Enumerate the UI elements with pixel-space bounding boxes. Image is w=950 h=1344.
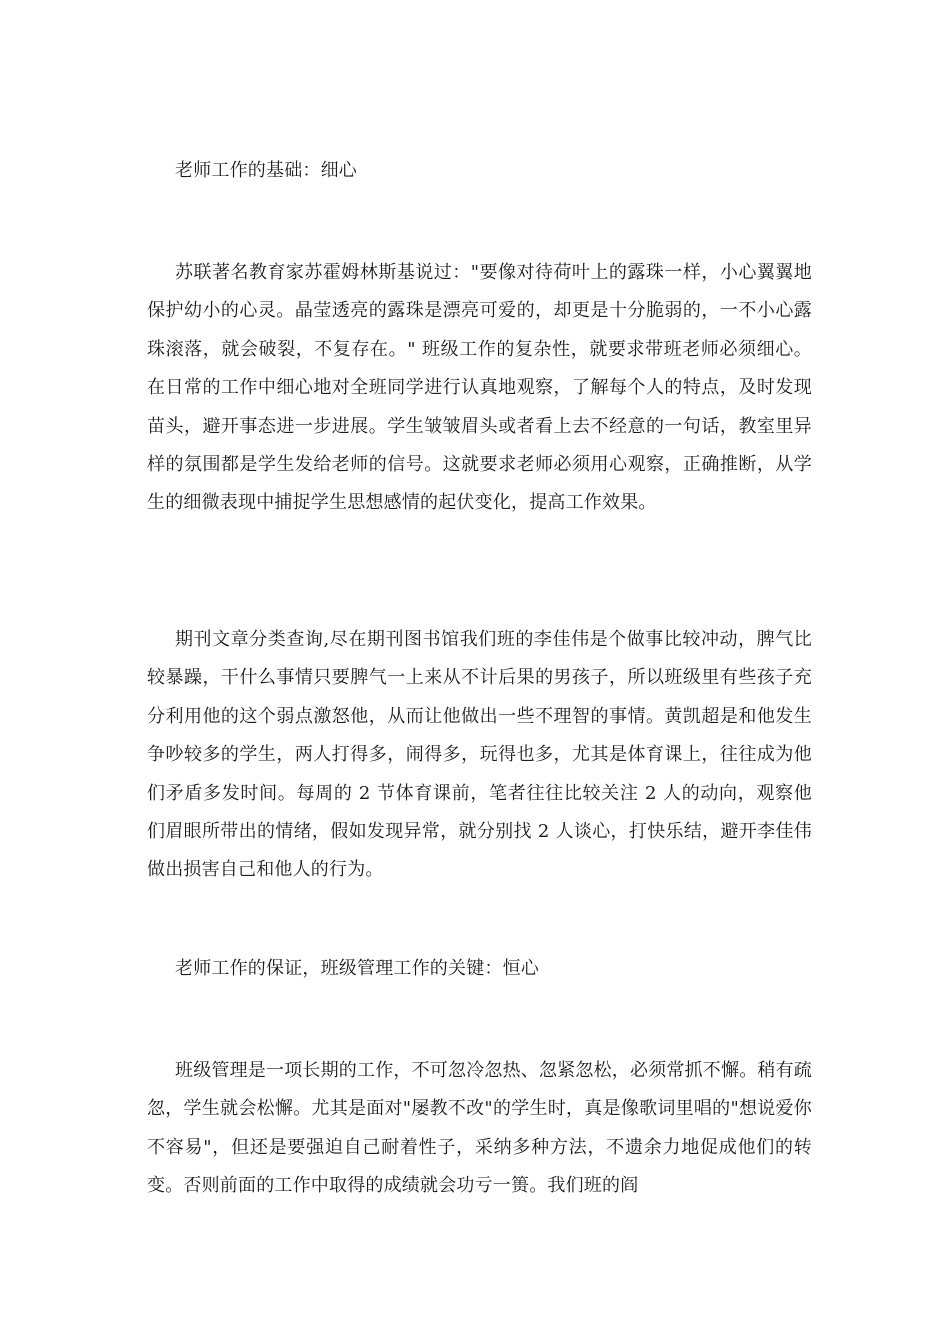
section-heading-carefulness: 老师工作的基础：细心 — [175, 160, 357, 181]
paragraph-suhomlinsky-quote: 苏联著名教育家苏霍姆林斯基说过："要像对待荷叶上的露珠一样，小心翼翼地保护幼小的心灵。晶莹透亮的露珠是漂亮可爱的，却更是十分脆弱的，一不小心露珠滚落，就会破裂，不复存在。" 班级工作的复杂性，就要求带班老师必须细心。在日常的工作中细心地对全班同学进行认真地观察，了解每个人的特点，及时发现苗头，避开事态进一步进展。学生皱皱眉头或者看上去不经意的一句话，教室里异样的氛围都是学生发给老师的信号。这就要求老师必须用心观察，正确推断，从学生的细微表现中捕捉学生思想感情的起伏变化，提高工作效果。 — [147, 262, 812, 514]
section-heading-perseverance: 老师工作的保证，班级管理工作的关键：恒心 — [175, 958, 539, 979]
paragraph-student-example: 期刊文章分类查询,尽在期刊图书馆我们班的李佳伟是个做事比较冲动，脾气比较暴躁，干什么事情只要脾气一上来从不计后果的男孩子，所以班级里有些孩子充分利用他的这个弱点激怒他，从而让他做出一些不理智的事情。黄凯超是和他发生争吵较多的学生，两人打得多，闹得多，玩得也多，尤其是体育课上，往往成为他们矛盾多发时间。每周的 2 节体育课前，笔者往往比较关注 2 人的动向，观察他们眉眼所带出的情绪，假如发现异常，就分别找 2 人谈心，打快乐结，避开李佳伟做出损害自己和他人的行为。 — [147, 629, 812, 881]
paragraph-class-management: 班级管理是一项长期的工作，不可忽冷忽热、忽紧忽松，必须常抓不懈。稍有疏忽，学生就会松懈。尤其是面对"屡教不改"的学生时，真是像歌词里唱的"想说爱你不容易"，但还是要强迫自己耐着性子，采纳多种方法，不遗余力地促成他们的转变。否则前面的工作中取得的成绩就会功亏一篑。我们班的阎 — [147, 1060, 812, 1197]
